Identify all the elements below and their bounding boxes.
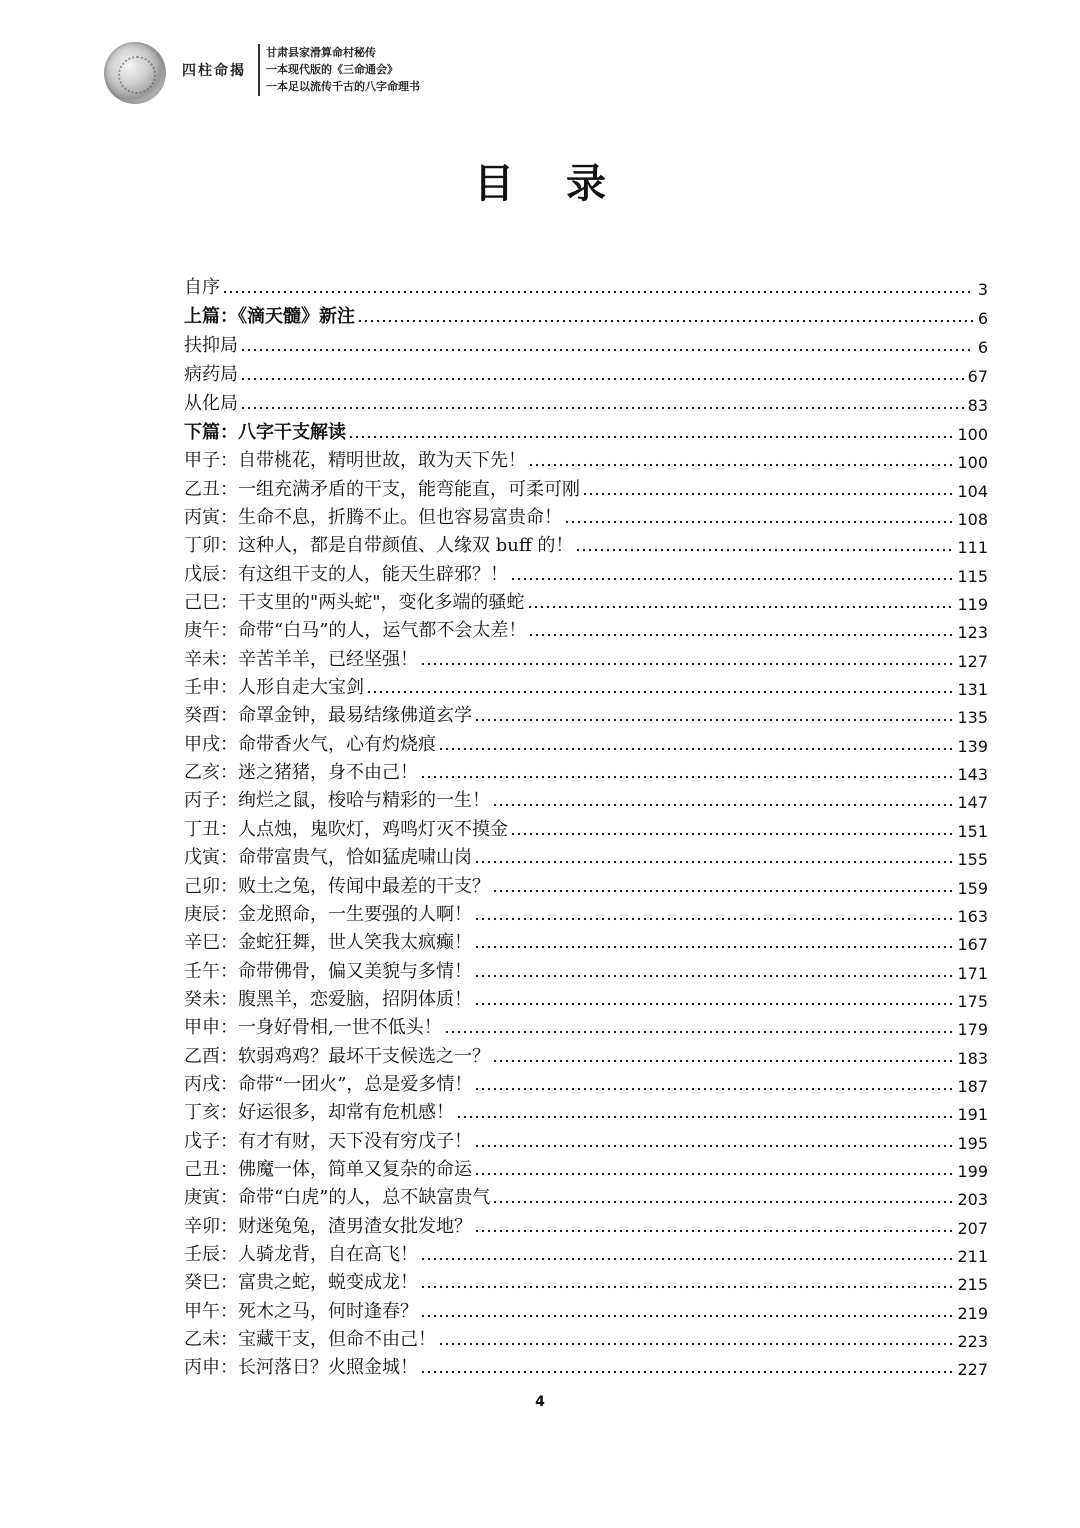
- toc-entry-title: 己卯：败土之兔，传闻中最差的干支？: [184, 875, 490, 897]
- toc-entry-page: 191: [957, 1105, 988, 1125]
- toc-entry[interactable]: [184, 812, 988, 840]
- toc-entry-page: 83: [967, 396, 988, 415]
- toc-entry[interactable]: [184, 1266, 988, 1294]
- toc-entry[interactable]: [184, 1323, 988, 1351]
- dot-leader: [240, 377, 966, 381]
- dot-leader: [528, 463, 955, 467]
- toc-entry[interactable]: [184, 586, 988, 614]
- dot-leader: [564, 520, 955, 524]
- toc-entry-page: 195: [957, 1133, 988, 1153]
- toc-entry-page: 207: [957, 1218, 988, 1238]
- toc-entry-page: 199: [957, 1161, 988, 1181]
- toc-entry[interactable]: [184, 841, 988, 869]
- toc-entry-title: 庚辰：金龙照命，一生要强的人啊！: [184, 903, 472, 925]
- toc-entry-page: 167: [957, 935, 988, 955]
- dot-leader: [240, 406, 966, 410]
- toc-entry[interactable]: [184, 614, 988, 642]
- dot-leader: [366, 690, 955, 694]
- page-number: 4: [535, 1394, 545, 1410]
- toc-entry-title: 甲戌：命带香火气，心有灼烧痕: [184, 733, 436, 755]
- dot-leader: [492, 1059, 955, 1063]
- dot-leader: [474, 860, 955, 864]
- dot-leader: [492, 1200, 955, 1204]
- toc-entry-title: 上篇：《滴天髓》新注: [184, 306, 355, 327]
- dot-leader: [240, 348, 974, 352]
- toc-entry-title: 辛卯：财迷兔兔，渣男渣女批发地？: [184, 1215, 472, 1237]
- toc-entry[interactable]: [184, 1153, 988, 1181]
- toc-entry-title: 丙寅：生命不息，折腾不止。但也容易富贵命！: [184, 507, 562, 529]
- toc-entry-title: 戊子：有才有财，天下没有穷戊子！: [184, 1130, 472, 1152]
- toc-entry[interactable]: [184, 642, 988, 670]
- toc-entry-page: 163: [957, 906, 988, 926]
- toc-entry[interactable]: [184, 926, 988, 954]
- toc-entry-title: 庚寅：命带“白虎”的人，总不缺富贵气: [184, 1187, 491, 1209]
- toc-entry[interactable]: [184, 386, 988, 415]
- toc-entry[interactable]: [184, 898, 988, 926]
- toc-entry-title: 甲子：自带桃花，精明世故，敢为天下先！: [184, 450, 526, 472]
- header-taglines: [266, 44, 420, 95]
- toc-entry-title: 丙子：绚烂之鼠，梭哈与精彩的一生！: [184, 790, 490, 812]
- dot-leader: [510, 577, 955, 581]
- toc-entry-page: 67: [967, 367, 988, 386]
- toc-entry-page: 215: [957, 1275, 988, 1295]
- dot-leader: [420, 1285, 955, 1289]
- toc-entry[interactable]: [184, 1124, 988, 1152]
- toc-entry-title: 丁亥：好运很多，却常有危机感！: [184, 1102, 454, 1124]
- dot-leader: [492, 889, 955, 893]
- toc-entry[interactable]: [184, 954, 988, 982]
- toc-entry-page: 203: [957, 1190, 988, 1210]
- toc-entry-title: 癸巳：富贵之蛇，蜕变成龙！: [184, 1272, 418, 1294]
- dot-leader: [420, 775, 955, 779]
- toc-entry-page: 127: [957, 651, 988, 671]
- dot-leader: [420, 1370, 955, 1374]
- dot-leader: [575, 548, 955, 552]
- dot-leader: [420, 1257, 955, 1261]
- toc-entry[interactable]: [184, 328, 988, 357]
- dot-leader: [528, 633, 955, 637]
- dot-leader: [474, 1002, 955, 1006]
- toc-entry-page: 219: [957, 1303, 988, 1323]
- toc-entry-title: 乙丑：一组充满矛盾的干支，能弯能直，可柔可刚: [184, 478, 580, 500]
- toc-entry-title: 戊辰：有这组干支的人，能天生辟邪？！: [184, 563, 508, 585]
- toc-entry[interactable]: [184, 357, 988, 386]
- toc-entry-title: 甲申：一身好骨相,一世不低头！: [184, 1017, 442, 1039]
- toc-entry-page: 100: [957, 425, 988, 444]
- dot-leader: [492, 803, 955, 807]
- dot-leader: [474, 974, 955, 978]
- toc-entry-title: 自序: [184, 277, 220, 298]
- toc-entry-page: 104: [957, 481, 988, 501]
- toc-entry-title: 丁卯：这种人，都是自带颜值、人缘双 buff 的！: [184, 535, 574, 557]
- dot-leader: [420, 1314, 955, 1318]
- toc-entry-page: 171: [957, 963, 988, 983]
- toc-entry-title: 甲午：死木之马，何时逢春？: [184, 1300, 418, 1322]
- dot-leader: [444, 1030, 956, 1034]
- toc-entry-page: 108: [957, 510, 988, 530]
- toc-entry-title: 丙申：长河落日？火照金城！: [184, 1357, 418, 1379]
- toc-entry[interactable]: [184, 270, 988, 299]
- toc-entry[interactable]: [184, 1351, 988, 1379]
- toc-entry[interactable]: [184, 1209, 988, 1237]
- toc-entry-page: 135: [957, 708, 988, 728]
- dot-leader: [474, 945, 955, 949]
- dot-leader: [510, 832, 955, 836]
- toc-entry[interactable]: [184, 983, 988, 1011]
- toc-entry-title: 辛巳：金蛇狂舞，世人笑我太疯癫！: [184, 932, 472, 954]
- toc-entry[interactable]: [184, 501, 988, 529]
- dot-leader: [474, 1087, 955, 1091]
- dot-leader: [357, 319, 974, 323]
- tagline: 一本足以流传千古的八字命理书: [266, 80, 420, 93]
- tagline: 一本现代版的《三命通会》: [266, 63, 398, 76]
- toc-entry-title: 丁丑：人点烛，鬼吹灯，鸡鸣灯灭不摸金: [184, 818, 508, 840]
- dot-leader: [420, 662, 955, 666]
- toc-entry[interactable]: [184, 1096, 988, 1124]
- toc-entry[interactable]: [184, 299, 988, 328]
- toc-entry-page: 223: [957, 1332, 988, 1351]
- toc-entry-page: 187: [957, 1076, 988, 1096]
- toc-entry[interactable]: [184, 444, 988, 472]
- brand-name: 四柱命揭: [182, 63, 246, 79]
- header-divider: [258, 44, 260, 96]
- toc-entry[interactable]: [184, 557, 988, 585]
- dot-leader: [438, 1342, 955, 1346]
- toc-entry-page: 175: [957, 991, 988, 1011]
- dot-leader: [222, 290, 974, 294]
- toc-entry[interactable]: [184, 1238, 988, 1266]
- toc-entry[interactable]: [184, 1011, 988, 1039]
- toc-entry[interactable]: [184, 756, 988, 784]
- dot-leader: [456, 1115, 955, 1119]
- dot-leader: [474, 917, 955, 921]
- toc-entry-page: 119: [957, 595, 988, 615]
- toc-entry-title: 下篇：八字干支解读: [184, 422, 346, 443]
- tagline: 甘肃县家滑算命村秘传: [266, 46, 376, 59]
- toc-entry-title: 乙酉：软弱鸡鸡？最坏干支候选之一？: [184, 1045, 490, 1067]
- dot-leader: [527, 605, 956, 609]
- toc-entry[interactable]: [184, 1294, 988, 1322]
- publisher-logo: [104, 42, 166, 104]
- toc-entry-page: 159: [957, 878, 988, 898]
- toc-entry-page: 111: [957, 538, 988, 558]
- toc-entry-title: 从化局: [184, 393, 238, 414]
- toc-entry-title: 壬辰：人骑龙背，自在高飞！: [184, 1243, 418, 1265]
- toc-entry[interactable]: [184, 1039, 988, 1067]
- toc-entry-page: 147: [957, 793, 988, 813]
- dot-leader: [438, 747, 955, 751]
- toc-entry[interactable]: [184, 699, 988, 727]
- toc-entry[interactable]: [184, 727, 988, 755]
- dot-leader: [474, 1144, 955, 1148]
- toc-entry[interactable]: [184, 869, 988, 897]
- toc-entry-title: 己丑：佛魔一体，简单又复杂的命运: [184, 1158, 472, 1180]
- toc-entry[interactable]: [184, 671, 988, 699]
- toc-entry-title: 癸未：腹黑羊，恋爱脑，招阴体质！: [184, 988, 472, 1010]
- toc-entry-title: 乙未：宝藏干支，但命不由己！: [184, 1329, 436, 1350]
- toc-entry-page: 123: [957, 623, 988, 643]
- toc-entry-page: 155: [957, 850, 988, 870]
- toc-entry[interactable]: [184, 1068, 988, 1096]
- toc-entry-title: 壬午：命带佛骨，偏又美貌与多情！: [184, 960, 472, 982]
- toc-entry-title: 庚午：命带“白马”的人，运气都不会太差！: [184, 620, 527, 642]
- toc-entry-title: 己巳：干支里的"两头蛇"，变化多端的骚蛇: [184, 592, 525, 614]
- toc-entry-page: 6: [977, 338, 988, 357]
- toc-entry-page: 115: [957, 566, 988, 586]
- toc-entry-page: 211: [957, 1246, 988, 1266]
- toc-entry[interactable]: [184, 472, 988, 500]
- toc-entry-page: 3: [977, 280, 988, 299]
- toc-entry-page: 139: [957, 736, 988, 756]
- toc-entry-page: 227: [957, 1360, 988, 1380]
- page-header: [104, 40, 524, 104]
- toc-entry-page: 131: [957, 680, 988, 700]
- toc-entry[interactable]: [184, 529, 988, 557]
- toc-entry[interactable]: [184, 1181, 988, 1209]
- toc-entry-title: 病药局: [184, 364, 238, 385]
- toc-entry-title: 癸酉：命罩金钟，最易结缘佛道玄学: [184, 705, 472, 727]
- page-title: 目录: [474, 161, 658, 207]
- toc-entry-title: 扶抑局: [184, 335, 238, 356]
- dot-leader: [474, 1172, 955, 1176]
- dot-leader: [582, 492, 955, 496]
- toc-entry[interactable]: [184, 784, 988, 812]
- toc-entry-title: 戊寅：命带富贵气，恰如猛虎啸山岗: [184, 847, 472, 869]
- toc-entry-title: 辛未：辛苦羊羊，已经坚强！: [184, 648, 418, 670]
- toc-entry-title: 壬申：人形自走大宝剑: [184, 677, 364, 699]
- dot-leader: [474, 1229, 955, 1233]
- toc-entry-page: 100: [957, 453, 988, 473]
- toc-entry-page: 143: [957, 765, 988, 785]
- toc-entry-page: 183: [957, 1048, 988, 1068]
- toc-entry-page: 179: [957, 1020, 988, 1040]
- toc-entry-page: 151: [957, 821, 988, 841]
- toc-entry-title: 丙戌：命带“一团火”，总是爱多情！: [184, 1073, 473, 1095]
- dot-leader: [348, 435, 955, 439]
- table-of-contents: [184, 270, 988, 1379]
- toc-entry-title: 乙亥：迷之猪猪，身不由己！: [184, 762, 418, 784]
- toc-entry[interactable]: [184, 415, 988, 444]
- toc-entry-page: 6: [977, 309, 988, 328]
- dot-leader: [474, 718, 955, 722]
